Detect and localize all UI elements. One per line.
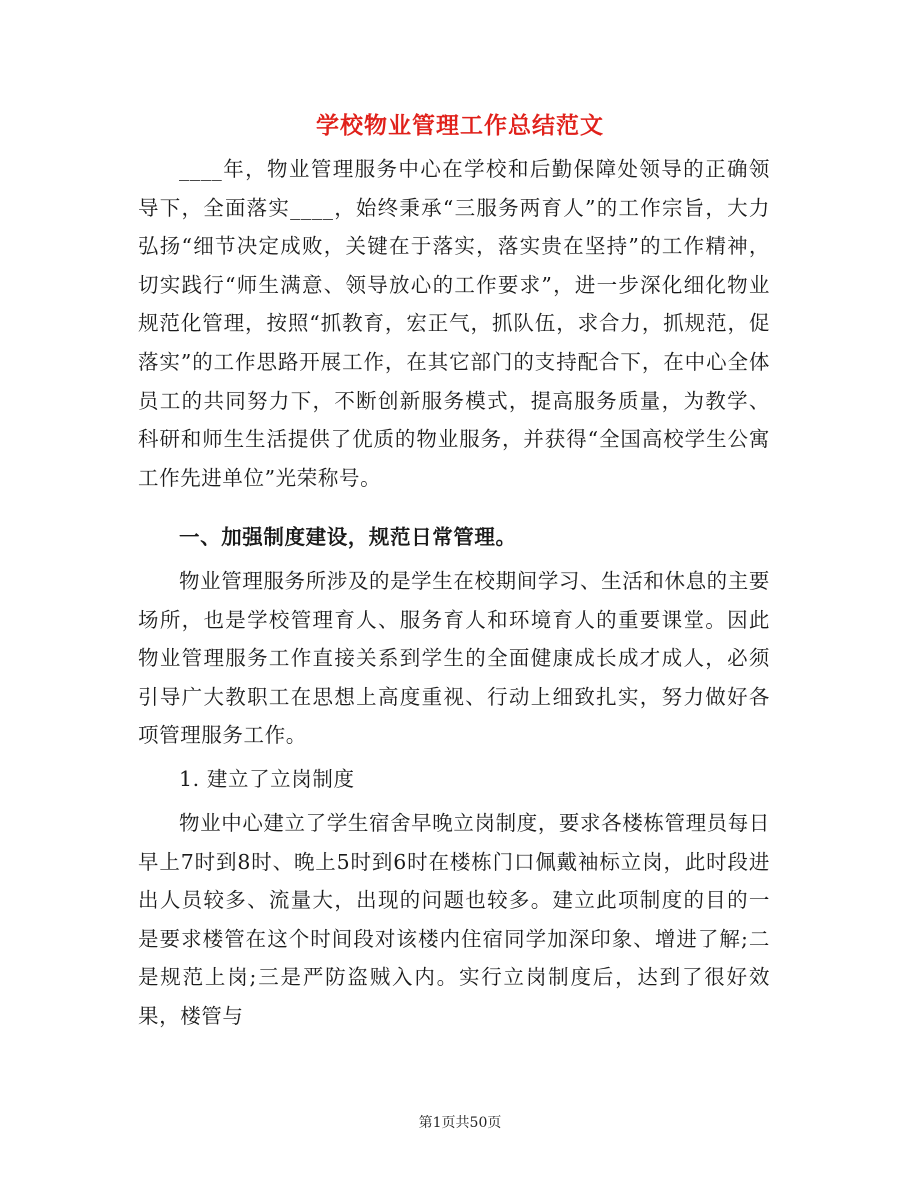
subsection-heading: 1. 建立了立岗制度 [179,767,355,791]
document-title: 学校物业管理工作总结范文 [316,112,604,139]
section-paragraph: 物业管理服务所涉及的是学生在校期间学习、生活和休息的主要场所，也是学校管理育人、服务育人和环境育人的重要课堂。因此物业管理服务工作直接关系到学生的全面健康成长成才成人，必须引导广大教职工在思想上高度重视、行动上细致扎实，努力做好各项管理服务工作。 [138,569,770,748]
page-number: 第1页共50页 [418,1115,502,1131]
subsection-paragraph: 物业中心建立了学生宿舍早晚立岗制度，要求各楼栋管理员每日早上7时到8时、晚上5时到6时在楼栋门口佩戴袖标立岗，此时段进出人员较多、流量大，出现的问题也较多。建立此项制度的目的一是要求楼管在这个时间段对该楼内住宿同学加深印象、增进了解;二是规范上岗;三是严防盗贼入内。实行立岗制度后，达到了很好效果，楼管与 [138,811,770,1028]
section-heading: 一、加强制度建设，规范日常管理。 [179,525,517,549]
intro-paragraph: ____年，物业管理服务中心在学校和后勤保障处领导的正确领导下，全面落实____，始终秉承“三服务两育人”的工作宗旨，大力弘扬“细节决定成败，关键在于落实，落实贵在坚持”的工作精神，切实践行“师生满意、领导放心的工作要求”，进一步深化细化物业规范化管理，按照“抓教育，宏正气，抓队伍，求合力，抓规范，促落实”的工作思路开展工作，在其它部门的支持配合下，在中心全体员工的共同努力下，不断创新服务模式，提高服务质量，为教学、科研和师生生活提供了优质的物业服务，并获得“全国高校学生公寓工作先进单位”光荣称号。 [138,157,770,490]
